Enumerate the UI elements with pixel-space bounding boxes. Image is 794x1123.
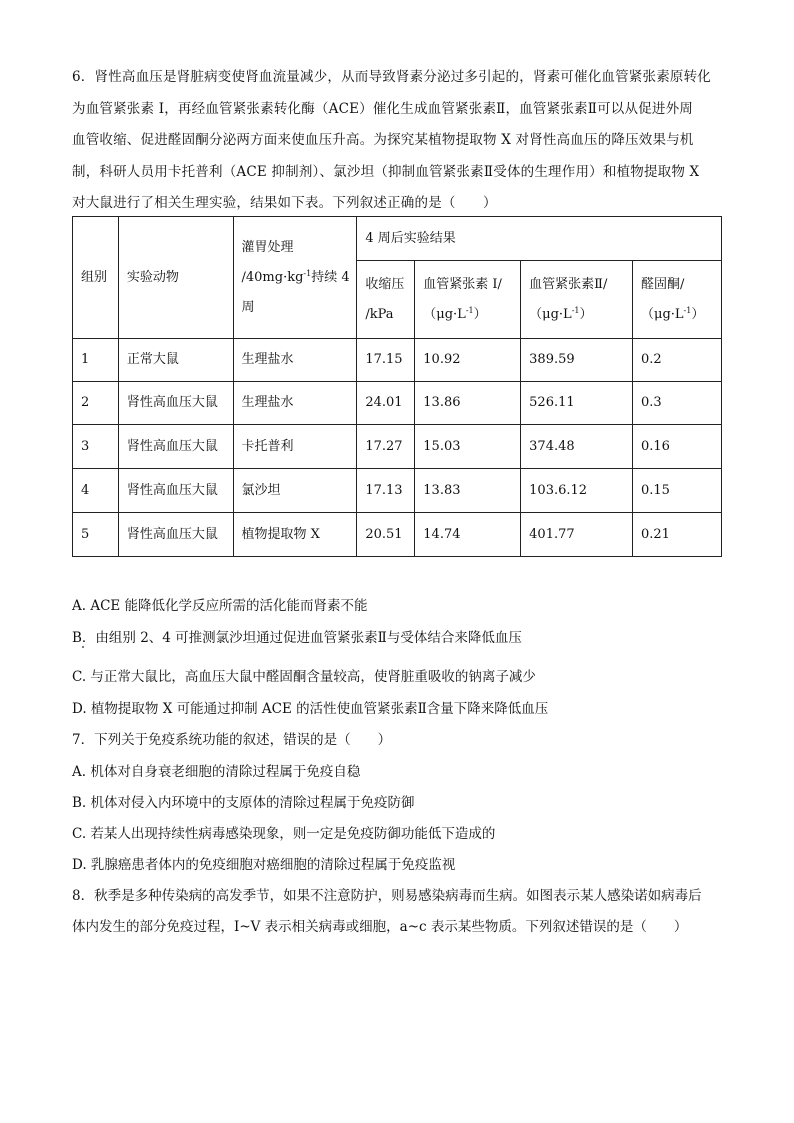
q6-stem-line: 对大鼠进行了相关生理实验，结果如下表。下列叙述正确的是（ ） <box>72 195 497 211</box>
q7-option-a: A. 机体对自身衰老细胞的清除过程属于免疫自稳 <box>72 764 361 780</box>
table-row: 1 正常大鼠 生理盐水 17.15 10.92 389.59 0.2 <box>73 339 722 382</box>
q6-stem-line: 为血管紧张素 I，再经血管紧张素转化酶（ACE）催化生成血管紧张素Ⅱ，血管紧张素Ⅱ可以从促进外周 <box>72 100 694 117</box>
q7-option-b: B. 机体对侵入内环境中的支原体的清除过程属于免疫防御 <box>72 795 415 811</box>
q8-stem-line: 8．秋季是多种传染病的高发季节，如果不注意防护，则易感染病毒而生病。如图表示某人感染诺如病毒后 <box>72 888 702 904</box>
header-systolic-pressure: 收缩压 /kPa <box>357 261 415 339</box>
header-group: 组别 <box>73 217 119 339</box>
q6-stem <box>72 62 724 220</box>
table-row: 5 肾性高血压大鼠 植物提取物 X 20.51 14.74 401.77 0.21 <box>73 513 722 557</box>
header-aldosterone: 醛固酮/ $(\mu g\cdot L^{-1})$ <box>633 261 722 339</box>
q7-option-d: D. 乳腺癌患者体内的免疫细胞对癌细胞的清除过程属于免疫监视 <box>72 857 456 873</box>
q7-stem: 7．下列关于免疫系统功能的叙述，错误的是（ ） <box>72 732 392 748</box>
header-angiotensin-2: 血管紧张素Ⅱ/ $(\mu g\cdot L^{-1})$ <box>521 261 633 339</box>
stray-dot <box>82 646 84 648</box>
header-angiotensin-1: 血管紧张素 I/ $(\mu g\cdot L^{-1})$ <box>415 261 521 339</box>
q6-option-a: A. ACE 能降低化学反应所需的活化能而肾素不能 <box>72 598 368 614</box>
q7-option-c: C. 若某人出现持续性病毒感染现象，则一定是免疫防御功能低下造成的 <box>72 826 496 842</box>
q6-stem-line: 血管收缩、促进醛固酮分泌两方面来使血压升高。为探究某植物提取物 X 对肾性高血压的降压效果与机 <box>72 132 694 148</box>
q6-option-d: D. 植物提取物 X 可能通过抑制 ACE 的活性使血管紧张素Ⅱ含量下降来降低血压 <box>72 701 549 717</box>
header-animal: 实验动物 <box>118 217 233 339</box>
q6-option-c: C. 与正常大鼠比，高血压大鼠中醛固酮含量较高，使肾脏重吸收的钠离子减少 <box>72 669 536 685</box>
q8-stem-line: 体内发生的部分免疫过程，I~V 表示相关病毒或细胞，a~c 表示某些物质。下列叙述错误的是（ ） <box>72 919 688 935</box>
table-row: 2 肾性高血压大鼠 生理盐水 24.01 13.86 526.11 0.3 <box>73 382 722 425</box>
header-results: 4 周后实验结果 <box>357 217 722 261</box>
table-row: 4 肾性高血压大鼠 氯沙坦 17.13 13.83 103.6.12 0.15 <box>73 469 722 513</box>
q6-stem-line: 制，科研人员用卡托普利（ACE 抑制剂）、氯沙坦（抑制血管紧张素Ⅱ受体的生理作用）和植物提取物 X <box>72 163 700 180</box>
q6-stem-line: 6．肾性高血压是肾脏病变使肾血流量减少，从而导致肾素分泌过多引起的，肾素可催化血管紧张素原转化 <box>72 69 711 85</box>
experiment-results-table <box>72 216 722 557</box>
header-treatment: 灌胃处理 $/40mg\cdot kg^{-1}$持续 4 周 <box>233 217 357 339</box>
q6-option-b: B．由组别 2、4 可推测氯沙坦通过促进血管紧张素Ⅱ与受体结合来降低血压 <box>72 630 522 646</box>
table-row: 3 肾性高血压大鼠 卡托普利 17.27 15.03 374.48 0.16 <box>73 425 722 469</box>
